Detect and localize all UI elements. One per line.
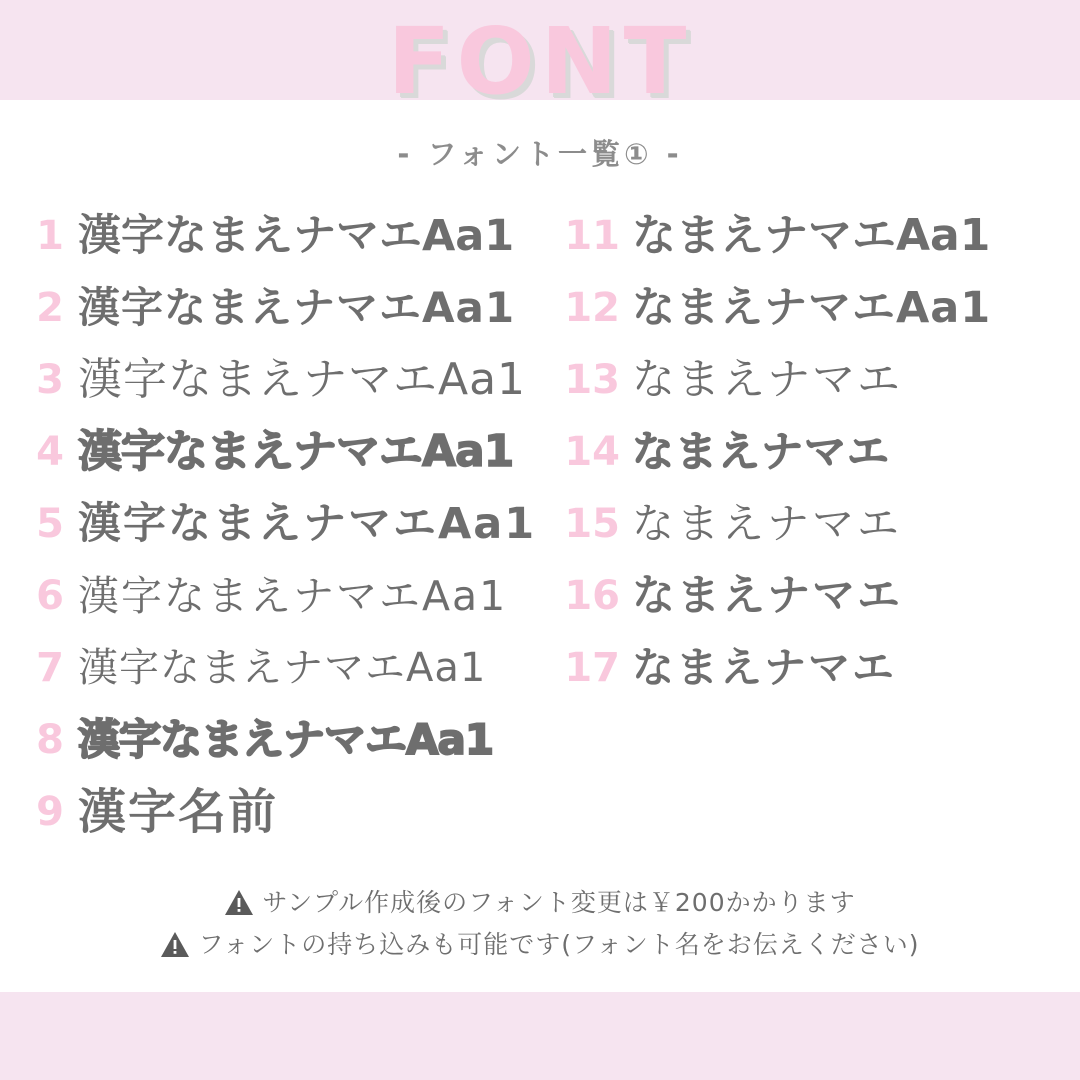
font-number: 14 bbox=[564, 429, 620, 475]
font-sample: なまえナマエ bbox=[632, 570, 902, 621]
font-list-item bbox=[18, 272, 540, 344]
font-list-item bbox=[18, 560, 540, 632]
font-number: 17 bbox=[564, 645, 620, 691]
font-column-left bbox=[0, 200, 540, 848]
font-list-item bbox=[542, 272, 1080, 344]
font-number: 15 bbox=[564, 501, 620, 547]
warning-icon bbox=[224, 889, 254, 917]
font-number: 16 bbox=[564, 573, 620, 619]
font-list-item bbox=[18, 632, 540, 704]
note-line bbox=[0, 888, 1080, 918]
font-sample: なまえナマエ bbox=[632, 499, 903, 548]
font-list-item bbox=[542, 344, 1080, 416]
font-number: 11 bbox=[564, 213, 620, 259]
font-sample: 漢字なまえナマエAa1 bbox=[78, 498, 537, 549]
notes-section bbox=[0, 888, 1080, 972]
warning-icon bbox=[160, 931, 190, 959]
note-text: フォントの持ち込みも可能です(フォント名をお伝えください) bbox=[198, 930, 920, 959]
font-number: 1 bbox=[36, 213, 64, 259]
font-list-item bbox=[542, 560, 1080, 632]
font-number: 13 bbox=[564, 357, 620, 403]
font-sample: 漢字なまえナマエAa1 bbox=[78, 283, 516, 332]
font-sample: 漢字なまえナマエAa1 bbox=[78, 571, 508, 620]
font-list-item bbox=[18, 416, 540, 488]
font-sample: 漢字名前 bbox=[78, 784, 279, 840]
font-number: 5 bbox=[36, 501, 64, 547]
font-number: 4 bbox=[36, 429, 64, 475]
font-number: 2 bbox=[36, 285, 64, 331]
font-sample: 漢字なまえナマエAa1 bbox=[78, 210, 515, 261]
font-list-item bbox=[542, 488, 1080, 560]
font-list-item bbox=[542, 416, 1080, 488]
font-list-item bbox=[542, 200, 1080, 272]
font-sample: なまえナマエAa1 bbox=[632, 282, 992, 333]
font-sample: 漢字なまえナマエAa1 bbox=[78, 645, 487, 691]
bottom-decorative-band bbox=[0, 992, 1080, 1080]
font-number: 8 bbox=[36, 717, 64, 763]
font-sample: 漢字なまえナマエAa1 bbox=[78, 426, 514, 477]
font-number: 3 bbox=[36, 357, 64, 403]
font-list-item bbox=[18, 488, 540, 560]
font-sample: なまえナマエAa1 bbox=[632, 210, 991, 261]
font-list-item bbox=[542, 632, 1080, 704]
font-number: 7 bbox=[36, 645, 64, 691]
page-title: FONT bbox=[387, 8, 693, 115]
font-sample: 漢字なまえナマエAa1 bbox=[78, 715, 494, 764]
note-line bbox=[0, 930, 1080, 960]
font-sample: なまえナマエ bbox=[632, 427, 891, 476]
font-number: 6 bbox=[36, 573, 64, 619]
font-number: 9 bbox=[36, 789, 64, 835]
note-text: サンプル作成後のフォント変更は￥200かかります bbox=[262, 888, 856, 917]
page-subtitle: - フォント一覧① - bbox=[397, 137, 683, 171]
font-sample: なまえナマエ bbox=[632, 643, 897, 692]
font-columns bbox=[0, 200, 1080, 848]
font-column-right bbox=[540, 200, 1080, 848]
font-list-item bbox=[18, 776, 540, 848]
font-list-item bbox=[18, 704, 540, 776]
font-sample: なまえナマエ bbox=[632, 354, 902, 405]
font-list-item bbox=[18, 200, 540, 272]
font-sample: 漢字なまえナマエAa1 bbox=[78, 354, 527, 405]
font-number: 12 bbox=[564, 285, 620, 331]
font-list-item bbox=[18, 344, 540, 416]
